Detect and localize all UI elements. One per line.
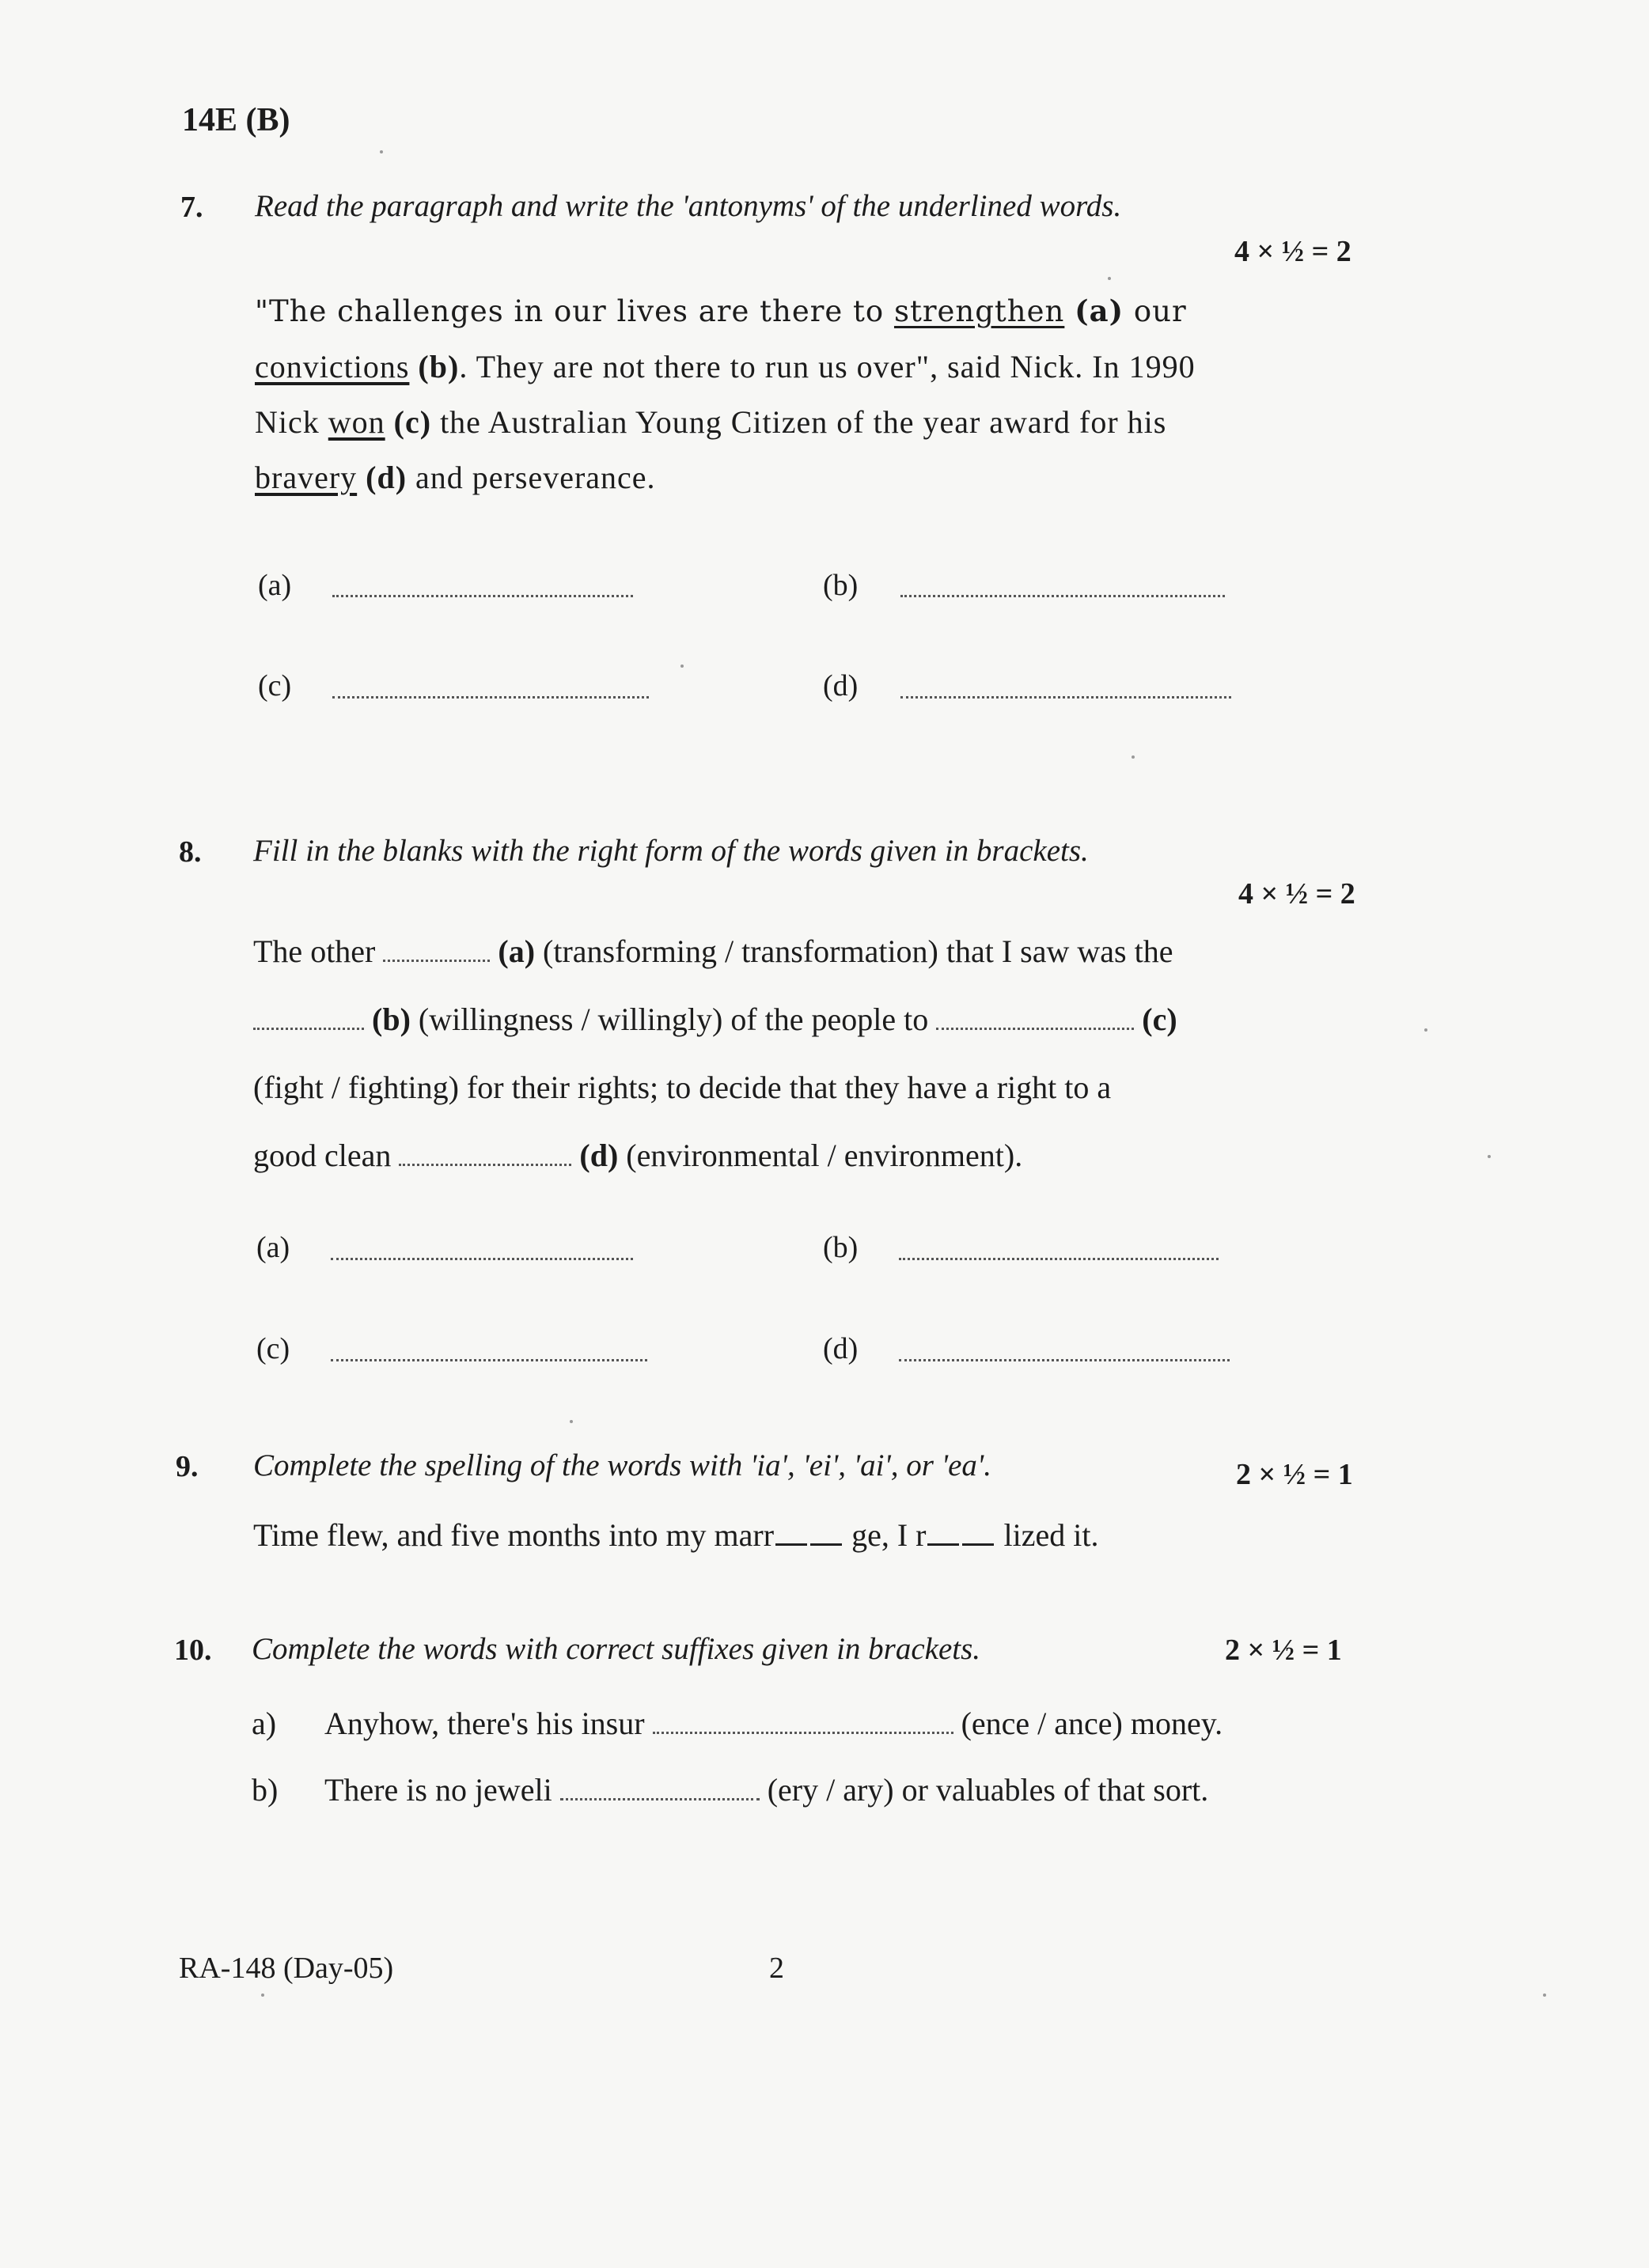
q10-number: 10. [174, 1634, 212, 1667]
q9-sentence: Time flew, and five months into my marr ge, I r lized it. [253, 1517, 1099, 1553]
scan-speck [380, 150, 383, 153]
q8-answer-blank-c[interactable] [331, 1359, 647, 1361]
q7-paragraph: "The challenges in our lives are there to strengthen (a) our convictions (b). They are not there to run us over", said Nick. In 1990 Nick won (c) the Australian Young Citizen of the year award for his bravery (d) and perseverance. [255, 293, 1196, 495]
q10-marks: 2 × ½ = 1 [1225, 1634, 1342, 1667]
scan-speck [1488, 1155, 1491, 1158]
underlined-word-bravery: bravery [255, 460, 358, 495]
q8-answer-label-b: (b) [823, 1231, 859, 1264]
q8-answer-blank-b[interactable] [899, 1258, 1219, 1260]
scan-speck [570, 1420, 573, 1423]
q7-marks: 4 × ½ = 2 [1234, 235, 1351, 268]
page-number: 2 [769, 1952, 784, 1985]
underlined-word-convictions: convictions [255, 349, 410, 384]
q8-answer-label-c: (c) [256, 1332, 290, 1365]
scan-speck [1543, 1993, 1546, 1997]
q9-blank-2a[interactable] [927, 1543, 959, 1546]
underlined-word-won: won [328, 404, 385, 440]
underlined-word-strengthen: strengthen [893, 294, 1065, 328]
q10-blank-b[interactable] [560, 1798, 760, 1800]
q8-instruction: Fill in the blanks with the right form of the words given in brackets. [253, 834, 1089, 868]
q9-blank-1a[interactable] [775, 1543, 807, 1546]
footer-code: RA-148 (Day-05) [179, 1952, 394, 1985]
q8-passage: The other (a) (transforming / transformation) that I saw was the (b) (willingness / willingly) of the people to (c) (fight / fighting) for their rights; to decide that they have a right to a good clean (d) (environmental / environment). [253, 933, 1177, 1173]
q8-answer-blank-a[interactable] [331, 1258, 633, 1260]
scan-speck [1424, 1028, 1427, 1032]
q9-number: 9. [176, 1450, 199, 1483]
q10-blank-a[interactable] [653, 1732, 953, 1734]
q7-answer-blank-d[interactable] [900, 696, 1231, 699]
q8-inline-blank-d[interactable] [399, 1164, 571, 1166]
q10-item-b: b) There is no jeweli (ery / ary) or valuables of that sort. [252, 1772, 1209, 1808]
q10-instruction: Complete the words with correct suffixes given in brackets. [252, 1632, 981, 1666]
scan-speck [1108, 277, 1111, 280]
scan-speck [1132, 755, 1135, 759]
q8-inline-blank-c[interactable] [936, 1028, 1134, 1030]
q8-answer-label-a: (a) [256, 1231, 290, 1264]
q8-answer-blank-d[interactable] [899, 1359, 1230, 1361]
scan-speck [680, 664, 684, 668]
q9-blank-2b[interactable] [962, 1543, 994, 1546]
q10-item-a: a) Anyhow, there's his insur (ence / ance) money. [252, 1706, 1223, 1741]
q7-answer-label-a: (a) [258, 569, 292, 602]
q7-answer-label-d: (d) [823, 669, 859, 702]
q7-answer-blank-b[interactable] [900, 595, 1225, 597]
q7-answer-blank-c[interactable] [332, 696, 649, 699]
q7-answer-label-c: (c) [258, 669, 292, 702]
q7-number: 7. [180, 191, 203, 224]
q7-answer-label-b: (b) [823, 569, 859, 602]
paper-code: 14E (B) [182, 102, 290, 138]
q8-marks: 4 × ½ = 2 [1238, 877, 1355, 911]
scan-speck [261, 1993, 264, 1997]
q8-answer-label-d: (d) [823, 1332, 859, 1365]
q9-instruction: Complete the spelling of the words with 'ia', 'ei', 'ai', or 'ea'. [253, 1448, 991, 1482]
q9-marks: 2 × ½ = 1 [1236, 1458, 1353, 1491]
q8-number: 8. [179, 835, 202, 869]
q8-inline-blank-a[interactable] [383, 960, 490, 962]
q9-blank-1b[interactable] [810, 1543, 842, 1546]
q7-instruction: Read the paragraph and write the 'antonyms' of the underlined words. [255, 189, 1122, 223]
q7-answer-blank-a[interactable] [332, 595, 633, 597]
q8-inline-blank-b[interactable] [253, 1028, 364, 1030]
